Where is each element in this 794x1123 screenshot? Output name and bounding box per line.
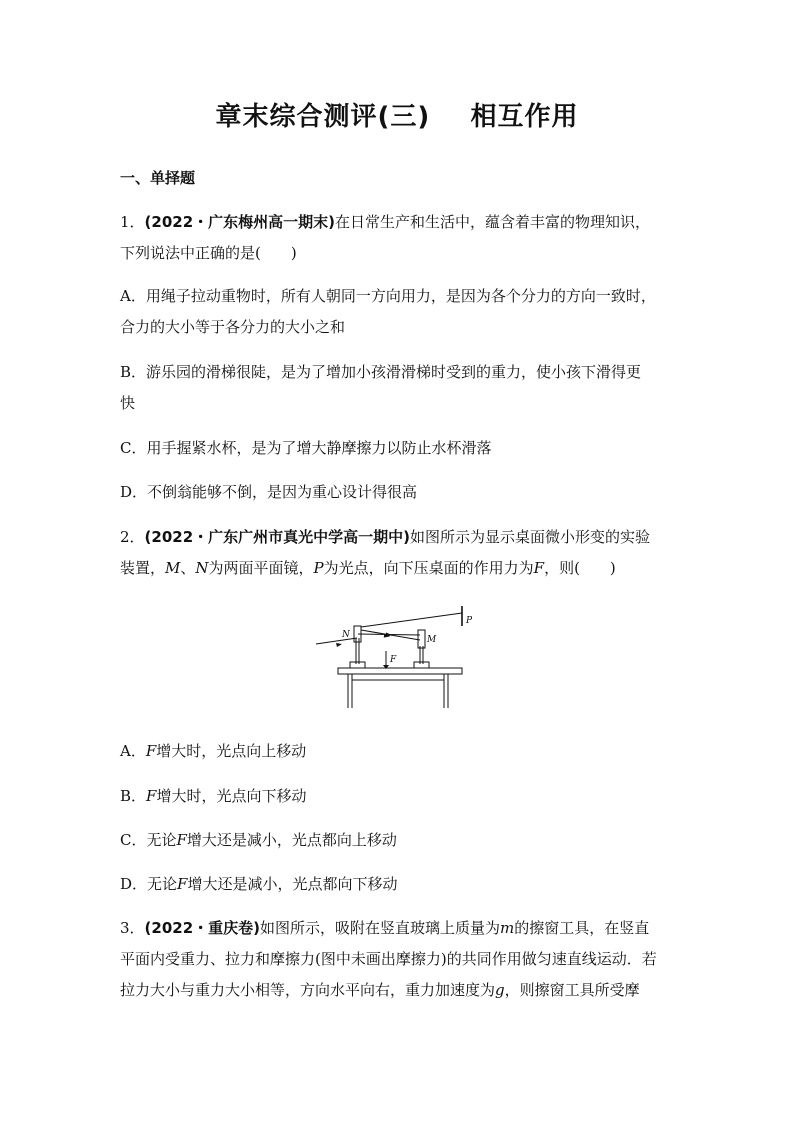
question-2-option-a bbox=[120, 741, 306, 761]
mirror-m-base bbox=[414, 662, 429, 668]
variable-f: F bbox=[146, 787, 157, 805]
question-1-option-a-line-2: 合力的大小等于各分力的大小之和 bbox=[120, 318, 346, 336]
page-title: 章末综合测评(三) 相互作用 bbox=[215, 102, 579, 132]
stem-text: ，则擦窗工具所受摩 bbox=[504, 981, 640, 999]
mirror-m bbox=[418, 630, 425, 648]
question-2-option-c bbox=[120, 830, 397, 850]
stem-text: 如图所示，吸附在竖直玻璃上质量为 bbox=[260, 919, 501, 937]
stem-text: 为两面平面镜， bbox=[208, 559, 314, 577]
question-2-option-b bbox=[120, 786, 306, 806]
question-1-stem-line-2: 下列说法中正确的是( ) bbox=[120, 244, 297, 262]
variable-m: m bbox=[500, 919, 515, 937]
question-2-option-d bbox=[120, 874, 397, 894]
variable-f: F bbox=[533, 559, 545, 577]
stem-text: 、 bbox=[180, 559, 196, 577]
option-label: D．无论 bbox=[120, 875, 178, 893]
question-2-number: 2． bbox=[120, 528, 145, 546]
question-3-stem-line-3 bbox=[120, 980, 640, 1000]
question-1-option-b-line-1: B．游乐园的滑梯很陡，是为了增加小孩滑滑梯时受到的重力，使小孩下滑得更 bbox=[120, 363, 642, 381]
stem-text: ，则( ) bbox=[544, 559, 616, 577]
question-3-source: (2022・重庆卷) bbox=[144, 919, 261, 937]
option-text: 增大还是减小，光点都向下移动 bbox=[187, 875, 398, 893]
section-heading: 一、单择题 bbox=[120, 169, 196, 187]
question-2-source: (2022・广东广州市真光中学高一期中) bbox=[144, 528, 411, 546]
question-3-stem-line-1 bbox=[120, 918, 649, 938]
question-1-option-c: C．用手握紧水杯，是为了增大静摩擦力以防止水杯滑落 bbox=[120, 439, 492, 457]
question-1-stem-line-1 bbox=[120, 212, 650, 232]
stem-text: 装置， bbox=[120, 559, 166, 577]
mirror-n-base bbox=[350, 662, 365, 668]
question-1-number: 1． bbox=[120, 213, 145, 231]
option-text: 增大时，光点向上移动 bbox=[156, 742, 307, 760]
mirror-m-post bbox=[420, 646, 423, 664]
table-legs bbox=[348, 674, 448, 708]
question-1-source: (2022・广东梅州高一期末) bbox=[144, 213, 336, 231]
option-label: B． bbox=[120, 787, 147, 805]
question-1-option-b-line-2: 快 bbox=[120, 394, 136, 412]
stem-text: 拉力大小与重力大小相等，方向水平向右，重力加速度为 bbox=[120, 981, 496, 999]
question-1-option-a-line-1: A．用绳子拉动重物时，所有人朝同一方向用力，是因为各个分力的方向一致时， bbox=[120, 287, 656, 305]
label-m: M bbox=[427, 635, 437, 645]
label-n: N bbox=[342, 630, 350, 640]
variable-m: M bbox=[165, 559, 181, 577]
label-p: P bbox=[466, 616, 473, 626]
variable-f: F bbox=[145, 742, 157, 760]
variable-g: g bbox=[495, 981, 505, 999]
stem-text: 为光点，向下压桌面的作用力为 bbox=[323, 559, 534, 577]
question-2-stem-line-2 bbox=[120, 558, 616, 578]
mirror-deformation-diagram bbox=[312, 604, 482, 710]
option-text: 增大还是减小，光点都向上移动 bbox=[186, 831, 397, 849]
option-label: A． bbox=[120, 742, 146, 760]
question-2-stem-line-1 bbox=[120, 527, 650, 547]
variable-f: F bbox=[177, 875, 188, 893]
variable-f: F bbox=[176, 831, 187, 849]
question-2-stem-text: 如图所示为显示桌面微小形变的实验 bbox=[410, 528, 651, 546]
question-1-option-d: D．不倒翁能够不倒，是因为重心设计得很高 bbox=[120, 483, 418, 501]
variable-p: P bbox=[313, 559, 324, 577]
variable-n: N bbox=[195, 559, 209, 577]
incident-ray-arrowhead bbox=[336, 643, 342, 647]
table-top bbox=[338, 668, 462, 674]
question-3-stem-line-2: 平面内受重力、拉力和摩擦力(图中未画出摩擦力)的共同作用做匀速直线运动．若 bbox=[120, 950, 657, 968]
option-label: C．无论 bbox=[120, 831, 177, 849]
question-3-number: 3． bbox=[120, 919, 145, 937]
option-text: 增大时，光点向下移动 bbox=[156, 787, 307, 805]
label-f: F bbox=[390, 655, 397, 665]
reflected-ray-to-screen bbox=[361, 613, 462, 627]
question-1-stem-text: 在日常生产和生活中，蕴含着丰富的物理知识， bbox=[335, 213, 651, 231]
stem-text: 的擦窗工具，在竖直 bbox=[514, 919, 650, 937]
